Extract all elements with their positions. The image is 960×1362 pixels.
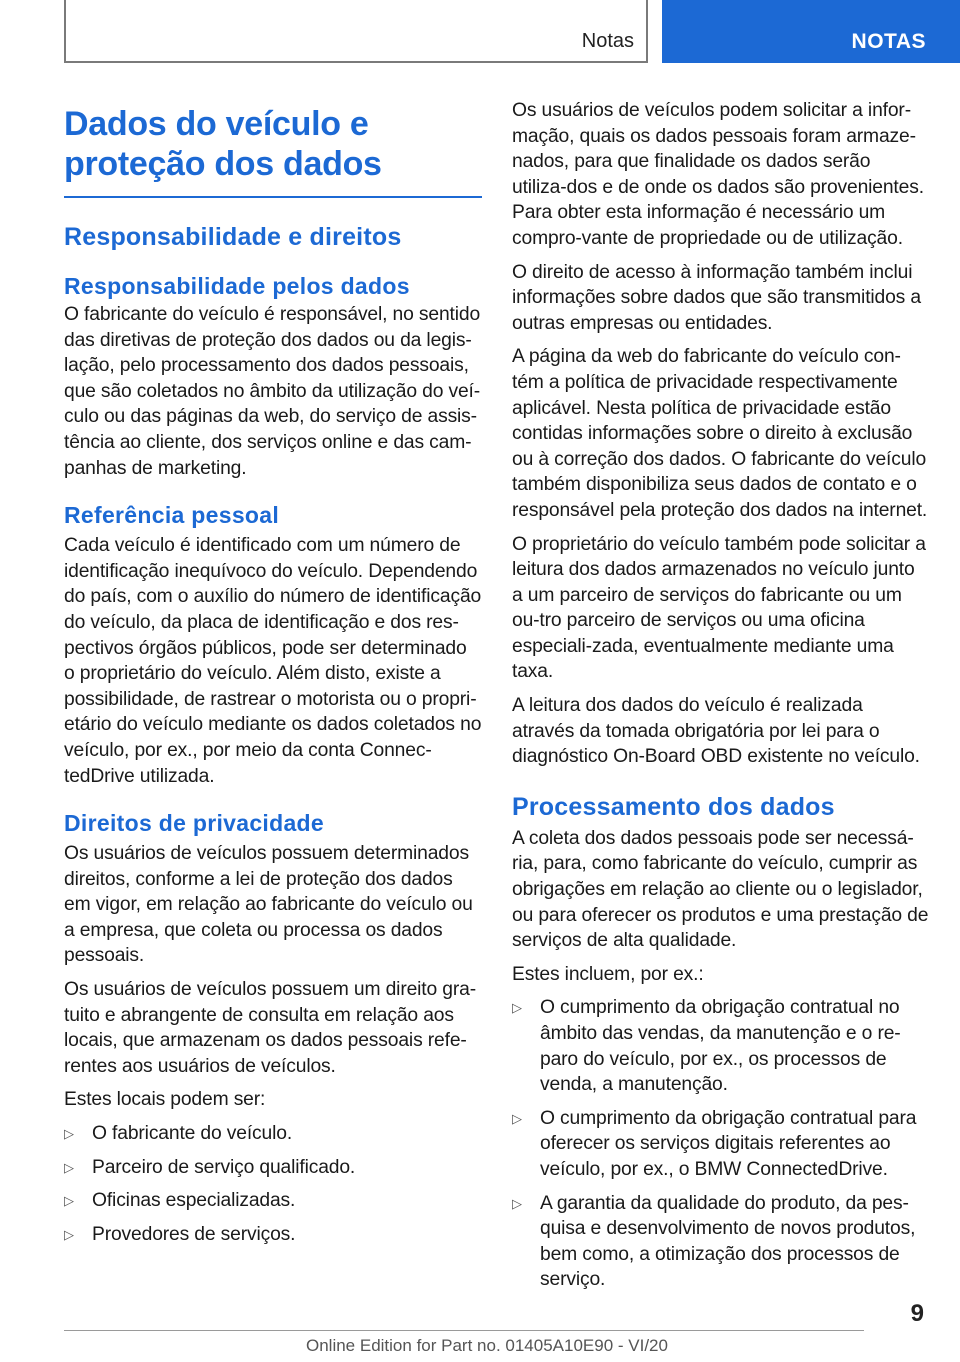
list-item: ▷ A garantia da qualidade do produto, da pes-quisa e desenvolvimento de novos produtos, bem como, a otimização dos processos de serviço. (512, 1192, 916, 1291)
paragraph: A página da web do fabricante do veículo con-tém a política de privacidade respectivamente aplicável. Nesta política de privacidade estão contidas informações sobre o direito à exclusão ou à correção dos dados. O fabricante do veículo também disponibiliza seus dados de contato e o responsável pela proteção dos dados na internet. (512, 346, 928, 521)
bullet-list (64, 1121, 482, 1247)
paragraph: O fabricante do veículo é responsável, no sentido das diretivas de proteção dos dados ou da legis-lação, pelo processamento dos dados pessoais, que são coletados no âmbito da utilização do veí-culo ou das páginas da web, do serviço de assis-tência ao cliente, dos serviços online e das cam-panhas de marketing. (64, 304, 481, 479)
list-item: ▷ O cumprimento da obrigação contratual para oferecer os serviços digitais referentes ao veículo, por ex., o BMW ConnectedDrive. (512, 1107, 917, 1180)
paragraph: Cada veículo é identificado com um número de identificação inequívoco do veículo. Dependendo do país, com o auxílio do número de identificação do veículo, da placa de identificação e dos res-pectivos órgãos públicos, pode ser determinado o proprietário do veículo. Além disto, existe a possibilidade, de rastrear o motorista ou o propri-etário do veículo mediante os dados coletados no veículo, por ex., por meio da conta Connec-tedDrive utilizada. (64, 535, 482, 787)
triangle-bullet-icon: ▷ (512, 1195, 522, 1211)
section-label: Notas (581, 30, 634, 52)
triangle-bullet-icon: ▷ (64, 1226, 74, 1242)
triangle-bullet-icon: ▷ (512, 1000, 522, 1016)
paragraph: A coleta dos dados pessoais pode ser necessá-ria, para, como fabricante do veículo, cumprir as obrigações em relação ao cliente ou o legislador, ou para oferecer os produtos e uma prestação de serviços de alta qualidade. (512, 827, 929, 952)
heading-processamento-dados: Processamento dos dados (512, 792, 835, 821)
footer-divider (64, 1330, 864, 1331)
triangle-bullet-icon: ▷ (64, 1159, 74, 1175)
paragraph: A leitura dos dados do veículo é realizada através da tomada obrigatória por lei para o diagnóstico On-Board OBD existente no veículo. (512, 695, 920, 768)
paragraph: Os usuários de veículos possuem um direito gra-tuito e abrangente de consulta em relação aos locais, que armazenam os dados pessoais refe-rentes aos usuários de veículos. (64, 979, 476, 1077)
triangle-bullet-icon: ▷ (64, 1126, 74, 1142)
page-number: 9 (910, 1300, 924, 1327)
triangle-bullet-icon: ▷ (512, 1110, 522, 1126)
list-item: ▷ Parceiro de serviço qualificado. (64, 1155, 482, 1181)
list-item: ▷ O cumprimento da obrigação contratual no âmbito das vendas, da manutenção e o re-paro do veículo, por ex., os processos de venda, a manutenção. (512, 997, 901, 1096)
paragraph: O direito de acesso à informação também inclui informações sobre dados que são transmitidos a outras empresas ou entidades. (512, 261, 921, 334)
right-column (512, 98, 930, 1293)
header-frame (64, 0, 648, 63)
list-item: ▷ Oficinas especializadas. (64, 1188, 482, 1214)
page-title: Dados do veículo e proteção dos dados (64, 104, 482, 198)
heading-responsabilidade-dados: Responsabilidade pelos dados (64, 273, 410, 299)
paragraph: Estes locais podem ser: (64, 1089, 266, 1111)
tab-label: NOTAS (851, 30, 926, 53)
paragraph: Os usuários de veículos possuem determinados direitos, conforme a lei de proteção dos dados em vigor, em relação ao fabricante do veículo ou a empresa, que coleta ou processa os dados pessoais. (64, 843, 473, 967)
paragraph: Estes incluem, por ex.: (512, 963, 704, 985)
paragraph: Os usuários de veículos podem solicitar a infor-mação, quais os dados pessoais foram armaze-nados, para que finalidade os dados serão utiliza-dos e de onde os dados são provenientes. Para obter esta informação é necessário um compro-vante de propriedade ou de utilização. (512, 100, 924, 249)
paragraph: O proprietário do veículo também pode solicitar a leitura dos dados armazenados no veículo junto a um parceiro de serviços do fabricante ou um ou-tro parceiro de serviços ou uma oficina especiali-zada, eventualmente mediante uma taxa. (512, 533, 926, 683)
triangle-bullet-icon: ▷ (64, 1193, 74, 1209)
heading-responsabilidade-direitos: Responsabilidade e direitos (64, 223, 402, 251)
list-item: ▷ Provedores de serviços. (64, 1222, 482, 1248)
heading-referencia-pessoal: Referência pessoal (64, 502, 280, 529)
left-column (64, 104, 482, 1247)
tab-notas[interactable] (662, 0, 960, 63)
footer-edition: Online Edition for Part no. 01405A10E90 - VI/20 (306, 1336, 668, 1355)
list-item: ▷ O fabricante do veículo. (64, 1121, 482, 1147)
bullet-list (512, 995, 930, 1293)
heading-direitos-privacidade: Direitos de privacidade (64, 810, 324, 837)
